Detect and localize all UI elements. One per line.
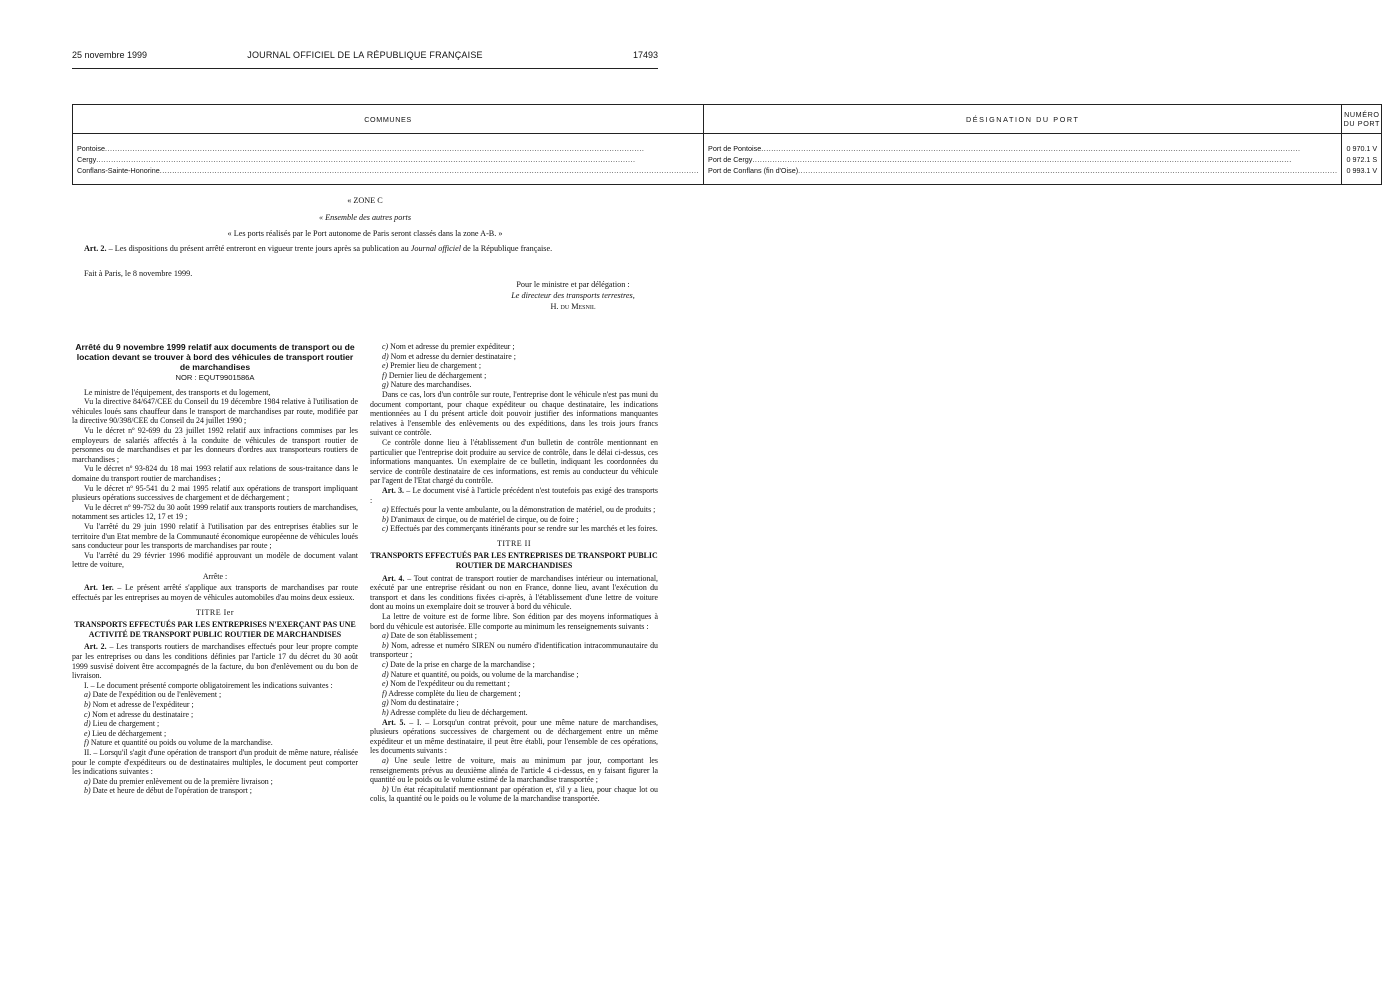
paragraph: Ce contrôle donne lieu à l'établissement d'un bulletin de contrôle mentionnant en particulier que l'entreprise doit produire au service de contrôle, dans le délai ci-dessus, ces informations manquantes. Un exemplaire de ce bulletin, indiquant les coordonnées du service de contrôle destinataire de ces informations, est remis au conducteur du véhicule par l'agent de l'Etat chargé du contrôle. [370, 437, 658, 486]
paragraph: Vu le décret nº 92-699 du 23 juillet 1992 relatif aux infractions commises par les employeurs de salariés affectés à la conduite de véhicules de transport routier de personnes ou de marchandises et par les donneurs d'ordres aux transporteurs routiers de marchandises ; [72, 425, 358, 464]
paragraph: Le ministre de l'équipement, des transports et du logement, [84, 387, 271, 397]
paragraph: Vu le décret nº 93-824 du 18 mai 1993 relatif aux relations de sous-traitance dans le domaine du transport routier de marchandises ; [72, 464, 358, 483]
decree-title: Arrêté du 9 novembre 1999 relatif aux documents de transport ou de location devant se trouver à bord des véhicules de transport routier de marchandises [75, 342, 355, 372]
header-page-number: 17493 [632, 50, 658, 60]
list-item: g) Nature des marchandises. [382, 380, 472, 390]
header-rule [72, 68, 658, 69]
running-header [72, 50, 658, 64]
list-item: b) Nom, adresse et numéro SIREN ou numéro d'identification intracommunautaire du transporteur ; [370, 640, 658, 660]
fait-a-paris-line: Fait à Paris, le 8 novembre 1999. [84, 269, 193, 278]
paragraph: Vu l'arrêté du 29 février 1996 modifié approuvant un modèle de document valant lettre de voiture, [72, 550, 358, 570]
paragraph: Vu le décret nº 99-752 du 30 août 1999 relatif aux transports routiers de marchandises, notamment ses articles 12, 17 et 19 ; [72, 502, 358, 522]
article-2-entry-into-force: Art. 2. – Les dispositions du présent arrêté entreront en vigueur trente jours après sa publication au Journal officiel de la République française. [84, 244, 553, 253]
titre-2-heading: TITRE II [497, 538, 531, 548]
section-i-intro: I. – Le document présenté comporte obligatoirement les indications suivantes : [84, 680, 333, 690]
paragraph: Dans ce cas, lors d'un contrôle sur route, l'entreprise dont le véhicule n'est pas muni du document comportant, pour chaque expéditeur ou chaque destinataire, les indications mentionnées au I du présent article doit pouvoir justifier des informations manquantes relatives à l'ensemble des enlèvements ou des expéditions, dans les trois jours francs suivant ce contrôle. [370, 389, 658, 438]
cell-numero: 0 993.1 V [1342, 165, 1382, 176]
list-item: a) Date de son établissement ; [382, 631, 477, 641]
table-row [73, 143, 1382, 154]
cell-numero: 0 972.1 S [1342, 154, 1382, 165]
titre-1-heading: TITRE Ier [195, 607, 235, 617]
list-item: g) Nom du destinataire ; [382, 698, 459, 708]
list-item: b) Un état récapitulatif mentionnant par opération et, s'il y a lieu, pour chaque lot ou colis, la quantité ou le poids ou le volume de la marchandise transportée. [370, 784, 658, 804]
list-item: a) Date de l'expédition ou de l'enlèvement ; [84, 690, 222, 700]
list-item: c) Nom et adresse du premier expéditeur ; [382, 342, 515, 351]
cell-port: Port de Conflans (fin d'Oise) [708, 166, 799, 175]
paragraph: Vu le décret nº 95-541 du 2 mai 1995 relatif aux opérations de transport impliquant plusieurs opérations successives de chargement et de déchargement ; [72, 483, 358, 503]
article-4-list [370, 631, 658, 717]
list-item: e) Premier lieu de chargement ; [382, 361, 482, 371]
nor-reference: NOR : EQUT9901586A [175, 373, 255, 382]
titre-2-subtitle: TRANSPORTS EFFECTUÉS PAR LES ENTREPRISES DE TRANSPORT PUBLIC ROUTIER DE MARCHANDISES [370, 551, 658, 571]
list-item: c) Effectués par des commerçants itinérants pour se rendre sur les marchés et les foires. [382, 524, 658, 534]
list-item: e) Nom de l'expéditeur ou du remettant ; [382, 679, 510, 689]
paragraph: La lettre de voiture est de forme libre. Son édition par des moyens informatiques à bord du véhicule est autorisée. Elle comporte au minimum les renseignements suivants : [370, 612, 658, 631]
list-item: f) Adresse complète du lieu de chargement ; [382, 688, 521, 698]
titre-1-subtitle: TRANSPORTS EFFECTUÉS PAR LES ENTREPRISES N'EXERÇANT PAS UNE ACTIVITÉ DE TRANSPORT PUBLIC ROUTIER DE MARCHANDISES [74, 620, 356, 639]
list-item: b) Date et heure de début de l'opération de transport ; [84, 786, 252, 796]
paragraph: Vu l'arrêté du 29 juin 1990 relatif à l'utilisation par des entreprises établies sur le territoire d'un Etat membre de la Communauté économique européenne de véhicules loués sans conducteur pour les transports de marchandises par route ; [72, 521, 358, 551]
article-4: Art. 4. – Tout contrat de transport routier de marchandises intérieur ou international, exécuté par une entreprise résidant ou non en France, donne lieu, avant l'exécution du transport et dans les conditions fixées ci-après, à l'établissement d'une lettre de voiture dont au moins un exemplaire doit se trouver à bord du véhicule. [370, 573, 658, 612]
signature-line-2: Le directeur des transports terrestres, [511, 291, 635, 300]
cell-port: Port de Pontoise [708, 144, 762, 153]
list-item: a) Date du premier enlèvement ou de la première livraison ; [84, 776, 273, 786]
section-i-list [72, 690, 358, 748]
list-item: f) Dernier lieu de déchargement ; [382, 370, 487, 380]
list-item: d) Lieu de chargement ; [84, 719, 160, 729]
table-row [73, 154, 1382, 165]
header-date: 25 novembre 1999 [72, 50, 148, 60]
right-column [370, 342, 658, 804]
list-item: c) Date de la prise en charge de la marchandise ; [382, 660, 535, 669]
cell-commune: Conflans-Sainte-Honorine [77, 166, 160, 175]
list-item: c) Nom et adresse du destinataire ; [84, 709, 194, 719]
arrete-heading: Arrête : [202, 571, 228, 581]
paragraph: Vu la directive 84/647/CEE du Conseil du 19 décembre 1984 relative à l'utilisation de véhicules loués sans chauffeur dans le transport de marchandises par route, modifiée par la directive 90/398/CEE du Conseil du 24 juillet 1990 ; [72, 397, 358, 426]
cell-port: Port de Cergy [708, 155, 753, 164]
list-item: e) Lieu de déchargement ; [84, 728, 167, 738]
article-label: Art. 2. [84, 244, 107, 253]
cell-numero: 0 970.1 V [1342, 143, 1382, 154]
article-2: Art. 2. – Les transports routiers de marchandises effectués pour leur propre compte par les entreprises ou dans les conditions définies par l'article 17 du décret du 30 août 1999 susvisé doivent être accompagnés de la facture, du bon d'enlèvement ou du bon de livraison. [72, 642, 358, 681]
column-header-communes: COMMUNES [73, 105, 704, 134]
table-row [73, 165, 1382, 176]
column-header-numero: NUMÉRO DU PORT [1342, 105, 1382, 134]
list-item: h) Adresse complète du lieu de déchargement. [382, 707, 528, 717]
cell-commune: Cergy [77, 155, 97, 164]
list-item: f) Nature et quantité ou poids ou volume de la marchandise. [84, 738, 273, 748]
article-5-list [370, 756, 658, 804]
column-header-designation: DÉSIGNATION DU PORT [704, 105, 1342, 134]
list-item: d) Nature et quantité, ou poids, ou volume de la marchandise ; [382, 669, 579, 679]
signature-line-1: Pour le ministre et par délégation : [516, 280, 630, 289]
ports-table [72, 104, 1382, 185]
article-3-list [370, 505, 658, 534]
header-journal-title: JOURNAL OFFICIEL DE LA RÉPUBLIQUE FRANÇAISE [247, 50, 483, 60]
list-item: b) Nom et adresse de l'expéditeur ; [84, 700, 194, 709]
signature-name: H. du Mesnil [550, 302, 596, 311]
section-ii-intro: II. – Lorsqu'il s'agit d'une opération de transport d'un produit de même nature, réalisée pour le compte d'expéditeurs ou de destinataires multiples, le document peut comporter les indications suivantes : [72, 747, 358, 777]
list-item: a) Une seule lettre de voiture, mais au minimum par jour, comportant les renseignements prévus au deuxième alinéa de l'article 4 ci-dessus, en y faisant figurer la quantité ou le poids ou le volume estimé de la marchandise transportée ; [370, 755, 658, 785]
ports-classification-line: « Les ports réalisés par le Port autonome de Paris seront classés dans la zone A-B. » [227, 229, 503, 238]
list-continuation [370, 342, 658, 390]
ensemble-heading: « Ensemble des autres ports [318, 213, 412, 222]
article-5: Art. 5. – I. – Lorsqu'un contrat prévoit, pour une même nature de marchandises, plusieurs opérations successives de chargement ou de déchargement entre un même expéditeur et un même destinataire, il peut être établi, pour l'ensemble de ces opérations, les documents suivants : [370, 717, 658, 756]
section-ii-list [72, 777, 358, 796]
list-item: b) D'animaux de cirque, ou de matériel de cirque, ou de foire ; [382, 514, 579, 524]
cell-commune: Pontoise [77, 144, 105, 153]
table-header-row [73, 105, 1382, 134]
article-3: Art. 3. – Le document visé à l'article précédent n'est toutefois pas exigé des transports : [370, 485, 658, 505]
list-item: a) Effectués pour la vente ambulante, ou la démonstration de matériel, ou de produits ; [382, 505, 656, 515]
left-column [72, 342, 358, 796]
article-1: Art. 1er. – Le présent arrêté s'applique aux transports de marchandises par route effectués par les entreprises au moyen de véhicules automobiles d'au moins deux essieux. [72, 583, 358, 603]
list-item: d) Nom et adresse du dernier destinataire ; [382, 351, 516, 361]
zone-c-heading: « ZONE C [347, 196, 383, 205]
